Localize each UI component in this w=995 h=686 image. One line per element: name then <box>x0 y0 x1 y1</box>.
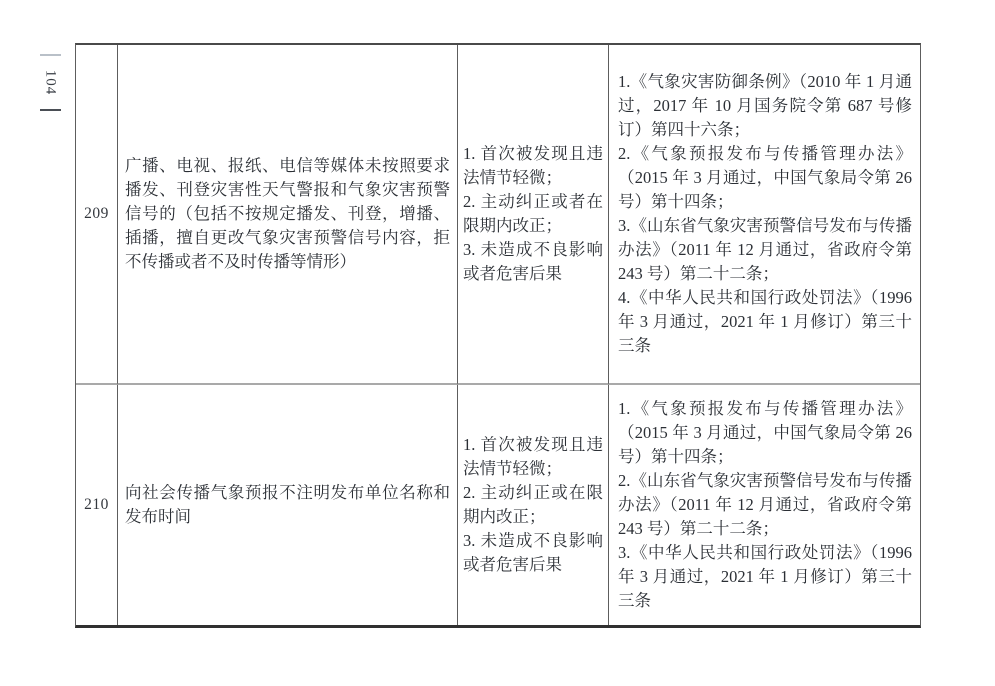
row-number: 209 <box>84 205 109 222</box>
condition-item: 2. 主动纠正或在限期内改正； <box>463 483 603 526</box>
condition-item: 1. 首次被发现且违法情节轻微； <box>463 144 603 187</box>
row-209-number-cell <box>76 45 118 385</box>
page-number-dash-top <box>40 54 61 56</box>
condition-item: 3. 未造成不良影响或者危害后果 <box>463 240 603 283</box>
condition-item: 2. 主动纠正或者在限期内改正； <box>463 192 603 235</box>
row-209-violation-cell <box>118 45 458 385</box>
row-210-number-cell <box>76 385 118 625</box>
legal-basis-item: 1.《气象预报发布与传播管理办法》（2015 年 3 月通过，中国气象局令第 26 号）第十四条； <box>618 399 912 466</box>
legal-basis-item: 2.《山东省气象灾害预警信号发布与传播办法》（2011 年 12 月通过，省政府令第 243 号）第二十二条； <box>618 471 912 538</box>
condition-item: 3. 未造成不良影响或者危害后果 <box>463 531 603 574</box>
row-210-legal-basis-cell <box>609 385 920 625</box>
row-209-legal-basis-cell <box>609 45 920 385</box>
page-number-digits: 104 <box>42 69 59 96</box>
legal-basis-item: 1.《气象灾害防御条例》（2010 年 1 月通过，2017 年 10 月国务院令第 687 号修订）第四十六条； <box>618 72 912 139</box>
violation-text: 向社会传播气象预报不注明发布单位名称和发布时间 <box>125 483 450 526</box>
condition-item: 1. 首次被发现且违法情节轻微； <box>463 435 603 478</box>
penalty-table <box>75 43 921 628</box>
legal-basis-item: 3.《中华人民共和国行政处罚法》（1996 年 3 月通过，2021 年 1 月修订）第三十三条 <box>618 543 912 610</box>
row-210-violation-cell <box>118 385 458 625</box>
page-number <box>36 54 64 111</box>
row-210-conditions-cell <box>458 385 609 625</box>
violation-text: 广播、电视、报纸、电信等媒体未按照要求播发、刊登灾害性天气警报和气象灾害预警信号的（包括不按规定播发、刊登，增播、插播，擅自更改气象灾害预警信号内容，拒不传播或者不及时传播等情形） <box>125 156 450 271</box>
legal-basis-item: 3.《山东省气象灾害预警信号发布与传播办法》（2011 年 12 月通过，省政府令第 243 号）第二十二条； <box>618 216 912 283</box>
page-number-dash-bottom <box>40 109 61 111</box>
row-209-conditions-cell <box>458 45 609 385</box>
legal-basis-item: 2.《气象预报发布与传播管理办法》（2015 年 3 月通过，中国气象局令第 26 号）第十四条； <box>618 144 912 211</box>
row-number: 210 <box>84 496 109 513</box>
legal-basis-item: 4.《中华人民共和国行政处罚法》（1996 年 3 月通过，2021 年 1 月修订）第三十三条 <box>618 288 912 355</box>
